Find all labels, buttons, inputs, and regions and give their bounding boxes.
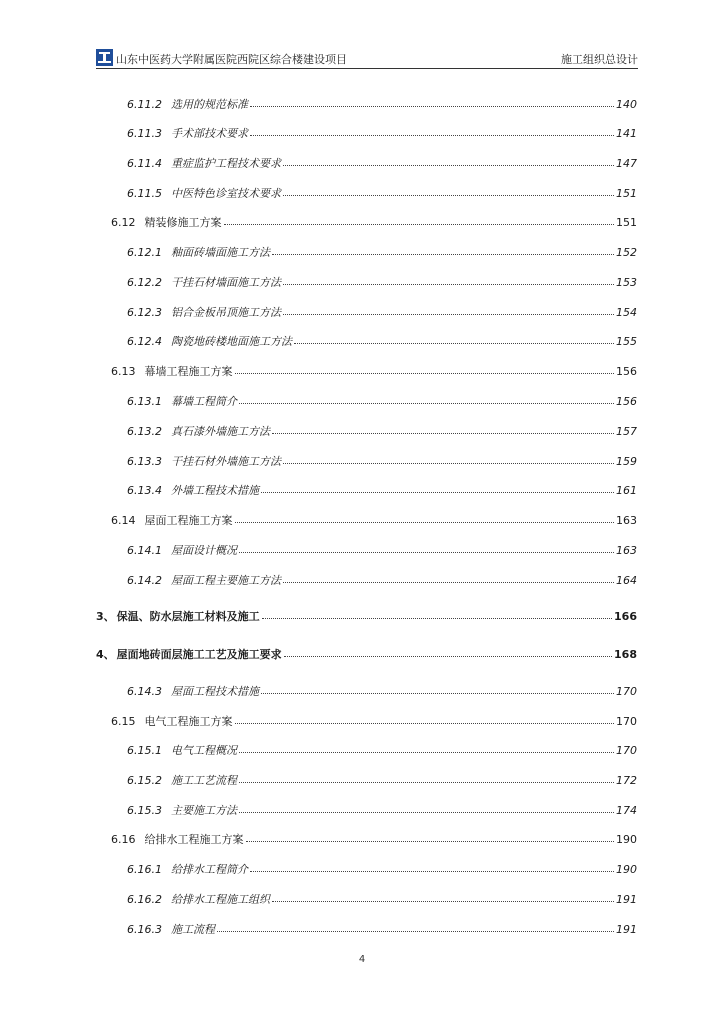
toc-leader-dots [235, 711, 615, 724]
toc-leader-dots [283, 153, 614, 166]
toc-entry[interactable] [127, 860, 637, 876]
toc-entry-number: 6.14 [111, 514, 136, 527]
toc-entry[interactable] [111, 830, 637, 846]
toc-entry-page: 141 [616, 127, 637, 140]
toc-entry-title: 施工工艺流程 [171, 774, 237, 787]
toc-entry-title: 真石漆外墙施工方法 [171, 425, 270, 438]
toc-entry-title: 施工流程 [171, 923, 215, 936]
toc-entry-page: 163 [616, 514, 637, 527]
toc-entry-title: 干挂石材墙面施工方法 [171, 276, 281, 289]
toc-entry-number: 6.13.4 [127, 484, 162, 497]
toc-entry-title: 幕墙工程简介 [171, 395, 237, 408]
header-document-title: 施工组织总设计 [561, 53, 638, 66]
toc-leader-dots [239, 770, 614, 783]
toc-entry-title: 幕墙工程施工方案 [144, 365, 233, 378]
toc-entry[interactable] [127, 243, 637, 259]
toc-leader-dots [235, 510, 615, 523]
toc-entry-title: 干挂石材外墙施工方法 [171, 455, 281, 468]
toc-entry-page: 159 [616, 455, 637, 468]
toc-entry-page: 152 [616, 246, 637, 259]
toc-entry-page: 157 [616, 425, 637, 438]
toc-leader-dots [239, 800, 614, 813]
company-logo-icon [96, 49, 113, 66]
toc-entry[interactable] [127, 303, 637, 319]
toc-leader-dots [239, 391, 614, 404]
toc-entry-number: 6.11.4 [127, 157, 162, 170]
toc-leader-dots [239, 740, 614, 753]
toc-entry-title: 屋面设计概况 [171, 544, 237, 557]
toc-leader-dots [284, 644, 612, 657]
toc-entry-page: 156 [616, 395, 637, 408]
toc-leader-dots [261, 480, 614, 493]
toc-leader-dots [246, 829, 615, 842]
toc-entry-page: 164 [616, 574, 637, 587]
toc-entry-page: 151 [616, 216, 637, 229]
toc-entry[interactable] [127, 541, 637, 557]
toc-entry[interactable] [111, 362, 637, 378]
toc-entry-title: 外墙工程技术措施 [171, 484, 259, 497]
toc-entry-title: 重症监护工程技术要求 [171, 157, 281, 170]
toc-entry-title: 电气工程施工方案 [144, 715, 233, 728]
toc-leader-dots [239, 540, 614, 553]
toc-entry-number: 6.13.2 [127, 425, 162, 438]
toc-entry[interactable] [127, 332, 637, 348]
header-project-title: 山东中医药大学附属医院西院区综合楼建设项目 [116, 53, 347, 66]
toc-entry-page: 174 [616, 804, 637, 817]
toc-entry-page: 155 [616, 335, 637, 348]
toc-leader-dots [294, 331, 614, 344]
toc-leader-dots [283, 570, 614, 583]
toc-entry-number: 6.15.1 [127, 744, 162, 757]
toc-entry-title: 屋面工程技术措施 [171, 685, 259, 698]
toc-entry-page: 156 [616, 365, 637, 378]
toc-entry-page: 161 [616, 484, 637, 497]
toc-entry[interactable] [111, 213, 637, 229]
toc-entry-number: 6.14.2 [127, 574, 162, 587]
toc-entry-page: 170 [616, 685, 637, 698]
toc-leader-dots [283, 302, 614, 315]
toc-entry-page: 166 [614, 610, 637, 623]
toc-entry[interactable] [127, 154, 637, 170]
toc-leader-dots [283, 272, 614, 285]
toc-entry-number: 6.14.3 [127, 685, 162, 698]
toc-entry-page: 190 [616, 833, 637, 846]
toc-entry-title: 给排水工程简介 [171, 863, 248, 876]
toc-leader-dots [217, 919, 614, 932]
toc-entry[interactable] [127, 392, 637, 408]
toc-leader-dots [283, 183, 614, 196]
toc-entry-number: 6.16.3 [127, 923, 162, 936]
toc-entry-page: 147 [616, 157, 637, 170]
toc-entry-title: 精装修施工方案 [144, 216, 222, 229]
toc-entry-page: 172 [616, 774, 637, 787]
toc-entry-number: 6.13.1 [127, 395, 162, 408]
toc-entry[interactable] [127, 801, 637, 817]
toc-entry-number: 6.16 [111, 833, 136, 846]
toc-entry-number: 6.11.5 [127, 187, 162, 200]
toc-entry[interactable] [127, 124, 637, 140]
toc-entry-title: 铝合金板吊顶施工方法 [171, 306, 281, 319]
toc-entry-title: 手术部技术要求 [171, 127, 248, 140]
toc-entry-title: 陶瓷地砖楼地面施工方法 [171, 335, 292, 348]
toc-leader-dots [261, 681, 614, 694]
toc-entry-number: 6.13.3 [127, 455, 162, 468]
toc-entry-page: 140 [616, 98, 637, 111]
toc-entry-page: 191 [616, 923, 637, 936]
toc-leader-dots [272, 421, 614, 434]
toc-entry-number: 6.14.1 [127, 544, 162, 557]
toc-entry-number: 6.11.2 [127, 98, 162, 111]
toc-entry[interactable] [111, 511, 637, 527]
toc-entry-number: 6.12.3 [127, 306, 162, 319]
toc-entry-number: 4、 [96, 648, 115, 661]
toc-entry-page: 168 [614, 648, 637, 661]
toc-leader-dots [262, 606, 612, 619]
toc-entry-number: 6.12.2 [127, 276, 162, 289]
toc-entry-page: 153 [616, 276, 637, 289]
toc-entry[interactable] [127, 481, 637, 497]
toc-entry[interactable] [127, 771, 637, 787]
toc-entry-title: 保温、防水层施工材料及施工 [116, 610, 260, 623]
toc-entry[interactable] [127, 741, 637, 757]
toc-entry-page: 170 [616, 744, 637, 757]
toc-entry-page: 163 [616, 544, 637, 557]
toc-leader-dots [224, 212, 615, 225]
toc-entry-page: 190 [616, 863, 637, 876]
toc-entry-number: 6.12 [111, 216, 136, 229]
toc-entry[interactable] [127, 920, 637, 936]
toc-entry[interactable] [127, 184, 637, 200]
toc-leader-dots [272, 889, 614, 902]
toc-entry[interactable] [127, 273, 637, 289]
toc-entry-title: 选用的规范标准 [171, 98, 248, 111]
toc-entry[interactable] [127, 422, 637, 438]
toc-leader-dots [283, 451, 614, 464]
toc-entry-number: 6.16.1 [127, 863, 162, 876]
toc-entry-page: 151 [616, 187, 637, 200]
toc-entry[interactable] [127, 571, 637, 587]
toc-entry[interactable] [127, 452, 637, 468]
page-header [96, 48, 638, 69]
toc-entry-number: 6.11.3 [127, 127, 162, 140]
toc-entry-title: 屋面工程主要施工方法 [171, 574, 281, 587]
toc-leader-dots [250, 123, 614, 136]
toc-entry-title: 屋面地砖面层施工工艺及施工要求 [116, 648, 282, 661]
toc-entry[interactable] [127, 95, 637, 111]
toc-leader-dots [250, 94, 614, 107]
toc-entry-number: 6.16.2 [127, 893, 162, 906]
toc-leader-dots [235, 361, 615, 374]
toc-leader-dots [272, 242, 614, 255]
toc-entry-number: 6.12.1 [127, 246, 162, 259]
toc-entry-number: 6.15 [111, 715, 136, 728]
toc-entry-page: 191 [616, 893, 637, 906]
toc-entry[interactable] [127, 890, 637, 906]
toc-entry[interactable] [111, 712, 637, 728]
toc-entry-title: 给排水工程施工方案 [144, 833, 244, 846]
toc-entry[interactable] [127, 682, 637, 698]
toc-entry-number: 6.12.4 [127, 335, 162, 348]
page-number: 4 [358, 954, 366, 965]
toc-entry-page: 170 [616, 715, 637, 728]
toc-entry-number: 3、 [96, 610, 115, 623]
toc-entry[interactable] [96, 607, 637, 623]
toc-entry-page: 154 [616, 306, 637, 319]
toc-entry-number: 6.13 [111, 365, 136, 378]
toc-entry-title: 中医特色诊室技术要求 [171, 187, 281, 200]
toc-entry-number: 6.15.3 [127, 804, 162, 817]
toc-entry-title: 主要施工方法 [171, 804, 237, 817]
toc-entry-title: 屋面工程施工方案 [144, 514, 233, 527]
toc-leader-dots [250, 859, 614, 872]
toc-entry-number: 6.15.2 [127, 774, 162, 787]
toc-entry-title: 电气工程概况 [171, 744, 237, 757]
toc-entry[interactable] [96, 645, 637, 661]
toc-entry-title: 釉面砖墙面施工方法 [171, 246, 270, 259]
toc-entry-title: 给排水工程施工组织 [171, 893, 270, 906]
